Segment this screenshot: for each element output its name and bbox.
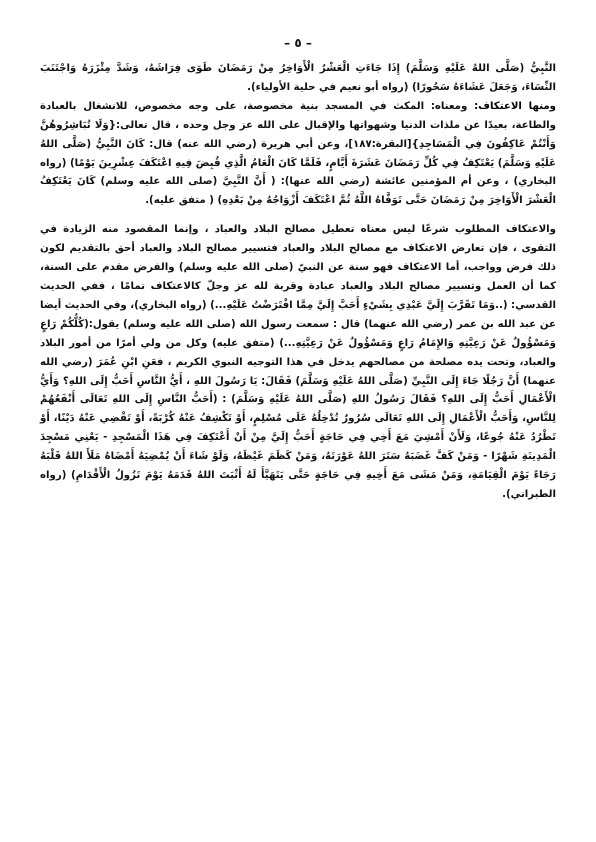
section-lead: ومنها الاعتكاف: [474,100,557,112]
page-number: – ٥ – [284,36,312,50]
paragraph-itikaf-ruling [40,221,556,505]
paragraph-itikaf-definition [40,98,556,211]
paragraph-text: ومعناه: المكث في المسجد بنية مخصوصة، على وجه مخصوص، للانشغال بالعبادة والطاعة، بعيدًا عن ملذات الدنيا وشهواتها والإقبال على الله عز وجل وحده ، قال تعالى:{وَلَا تُبَاشِرُوهُنَّ وَأَنْتُمْ عَاكِفُونَ فِي الْمَسَاجِدِ}[البقرة:١٨٧]، وعن أبي هريرة (رضي الله عنه) قال: كَانَ النَّبِيُّ (صَلَّى اللهُ عَلَيْهِ وَسَلَّمَ) يَعْتَكِفُ فِي كُلِّ رَمَضَانَ عَشَرَةَ أَيَّامٍ، فَلَمَّا كَانَ الْعَامُ الَّذِي قُبِضَ فِيهِ اعْتَكَفَ عِشْرِينَ يَوْمًا) (رواه البخاري) ، وعن أم المؤمنين عائشة (رضي الله عنها): ( أَنَّ النَّبِيَّ (صلى الله عليه وسلم) كَانَ يَعْتَكِفُ الْعَشْرَ الْأَوَاخِرَ مِنْ رَمَضَانَ حَتَّى تَوَفَّاهُ اللَّهُ ثُمَّ اعْتَكَفَ أَزْوَاجُهُ مِنْ بَعْدِهِ) ( متفق عليه). [40,100,556,207]
paragraph-text: النَّبِيُّ (صَلَّى اللهُ عَلَيْهِ وَسَلَّمَ) إِذَا جَاءَتِ الْعَشْرُ الْأَوَاخِرُ مِنْ رَمَضَانَ طَوَى فِرَاشَهُ، وَشَدَّ مِئْزَرَهُ وَاجْتَنَبَ النِّسَاءَ، وَجَعَلَ عَشَاءَهُ سَحُورًا) (رواه أبو نعيم في حلية الأولياء). [40,63,556,93]
paragraph-text: والاعتكاف المطلوب شرعًا ليس معناه تعطيل مصالح البلاد والعباد ، وإنما المقصود منه الزيادة في التقوى ، فإن تعارض الاعتكاف مع مصالح البلاد والعباد فتسيير مصالح البلاد والعباد أحق بالتقديم لكون ذلك فرض وواجب، أما الاعتكاف فهو سنة عن النبيّ (صلى الله عليه وسلم) والفرض مقدم على السنة، كما أن العمل وتسيير مصالح البلاد والعباد عبادة وقربة لله عز وجلّ كالاعتكاف تمامًا ، ففي الحديث القدسي: (..وَمَا تَقَرَّبَ إِلَيَّ عَبْدِي بِشَيْءٍ أَحَبَّ إِلَيَّ مِمَّا افْتَرَضْتُ عَلَيْهِ...) (رواه البخاري)، وفي الحديث أيضا عن عبد الله بن عمر (رضي الله عنهما) قال : سمعت رسول الله (صلى الله عليه وسلم) يقول:(كُلُّكُمْ رَاعٍ وَمَسْؤُولٌ عَنْ رَعِيَّتِهِ وَالإِمَامُ رَاعٍ وَمَسْؤُولٌ عَنْ رَعِيَّتِهِ...) (متفق عليه) وكل من ولي أمرًا من أمور البلاد والعباد، وتحت يده مصلحة من مصالحهم يدخل في هذا التوجيه النبوي الكريم ، فعَنِ ابْنِ عُمَرَ (رضي الله عنهما) أَنَّ رَجُلًا جَاءَ إِلَى النَّبِيِّ (صَلَّى اللهُ عَلَيْهِ وَسَلَّمَ) فَقَالَ: يَا رَسُولَ اللهِ ، أَيُّ النَّاسِ أَحَبُّ إِلَى اللهِ؟ وَأَيُّ الْأَعْمَالِ أَحَبُّ إِلَى اللهِ؟ فَقَالَ رَسُولُ اللهِ (صَلَّى اللهُ عَلَيْهِ وَسَلَّمَ) : (أَحَبُّ النَّاسِ إِلَى اللهِ تَعَالَى أَنْفَعُهُمْ لِلنَّاسِ، وَأَحَبُّ الْأَعْمَالِ إِلَى اللهِ تَعَالَى سُرُورٌ تُدْخِلُهُ عَلَى مُسْلِمٍ، أَوْ تَكْشِفُ عَنْهُ كُرْبَةً، أَوْ تَقْضِي عَنْهُ دَيْنًا، أَوْ تَطْرُدُ عَنْهُ جُوعًا، وَلَأَنْ أَمْشِيَ مَعَ أَخِي فِي حَاجَةٍ أَحَبُّ إِلَيَّ مِنْ أَنْ أَعْتَكِفَ فِي هَذَا الْمَسْجِدِ - يَعْنِي مَسْجِدَ الْمَدِينَةِ شَهْرًا - وَمَنْ كَفَّ غَضَبَهُ سَتَرَ اللهُ عَوْرَتَهُ، وَمَنْ كَظَمَ غَيْظَهُ، وَلَوْ شَاءَ أَنْ يُمْضِيَهُ أَمْضَاهُ مَلَأَ اللهُ قَلْبَهُ رَجَاءً يَوْمَ الْقِيَامَةِ، وَمَنْ مَشَى مَعَ أَخِيهِ فِي حَاجَةٍ حَتَّى يَتَهَيَّأَ لَهُ أَثْبَتَ اللهُ قَدَمَهُ يَوْمَ تَزُولُ الْأَقْدَامِ) (رواه الطبراني). [40,224,556,500]
paragraph-itikaf-hadith-end [40,60,556,98]
body-text [40,60,556,505]
